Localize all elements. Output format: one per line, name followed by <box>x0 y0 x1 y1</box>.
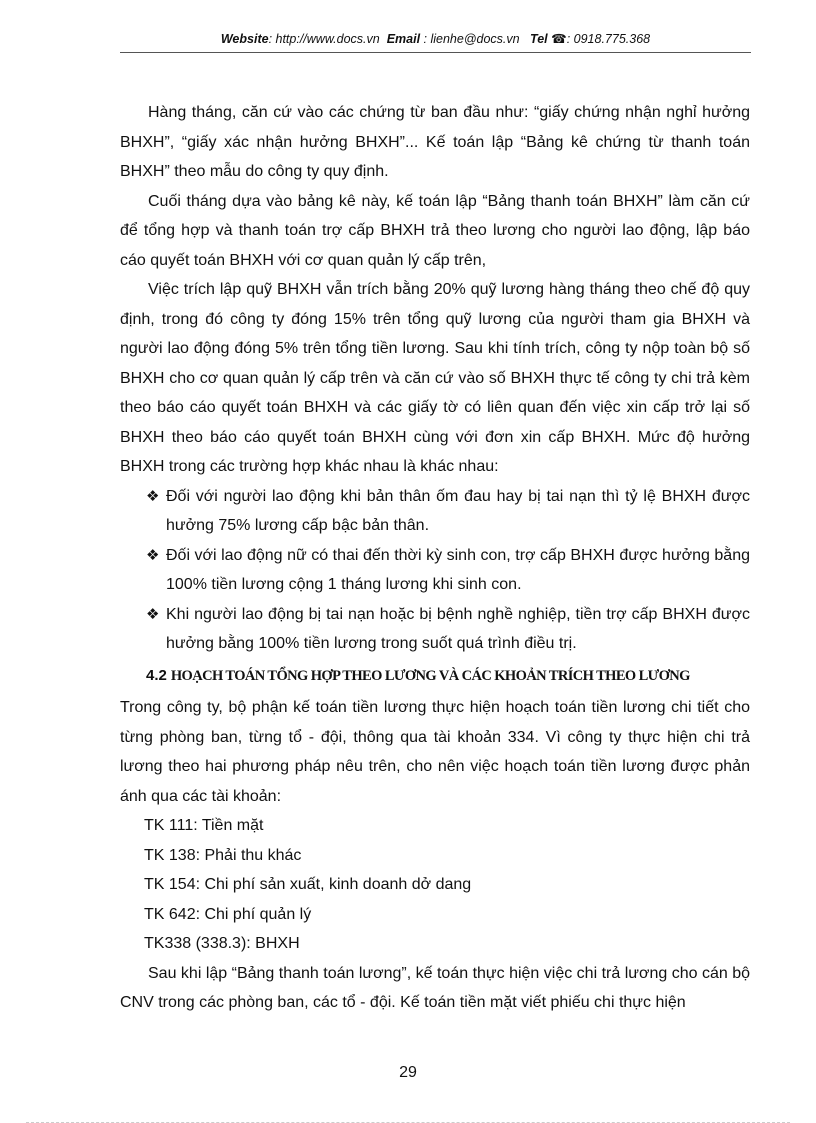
tel-value: : 0918.775.368 <box>566 32 651 46</box>
email-value: : lienhe@docs.vn <box>420 32 520 46</box>
tel-label: Tel <box>530 32 548 46</box>
page-number: 29 <box>399 1064 417 1081</box>
bullet-text: Khi người lao động bị tai nạn hoặc bị bệnh nghề nghiệp, tiền trợ cấp BHXH được hưởng bằng 100% tiền lương trong suốt quá trình điều trị. <box>166 605 750 652</box>
list-item <box>120 482 750 541</box>
paragraph-3: Việc trích lập quỹ BHXH vẫn trích bằng 20% quỹ lương hàng tháng theo chế độ quy định, trong đó công ty đóng 15% trên tổng quỹ lương của người tham gia BHXH và người lao động đóng 5% trên tổng tiền lương. Sau khi tính trích, công ty nộp toàn bộ số BHXH cho cơ quan quản lý cấp trên và căn cứ vào số BHXH thực tế công ty chi trả kèm theo báo cáo quyết toán BHXH và các giấy tờ có liên quan đến việc xin cấp trở lại số BHXH theo báo cáo quyết toán BHXH cùng với đơn xin cấp BHXH. Mức độ hưởng BHXH trong các trường hợp khác nhau là khác nhau: <box>120 281 750 475</box>
document-body <box>120 98 750 1018</box>
final-paragraph: Sau khi lập “Bảng thanh toán lương”, kế toán thực hiện việc chi trả lương cho cán bộ CNV trong các phòng ban, các tổ - đội. Kế toán tiền mặt viết phiếu chi thực hiện <box>120 964 750 1011</box>
account-item: TK 138: Phải thu khác <box>144 846 302 864</box>
account-item: TK 154: Chi phí sản xuất, kinh doanh dở dang <box>144 876 472 893</box>
section-title: HOẠCH TOÁN TỔNG HỢP THEO LƯƠNG VÀ CÁC KHOẢN TRÍCH THEO LƯƠNG <box>170 667 690 684</box>
section-heading <box>120 661 750 692</box>
paragraph-2: Cuối tháng dựa vào bảng kê này, kế toán lập “Bảng thanh toán BHXH” làm căn cứ để tổng hợp và thanh toán trợ cấp BHXH trả theo lương cho người lao động, lập báo cáo quyết toán BHXH với cơ quan quản lý cấp trên, <box>120 192 750 269</box>
list-item <box>120 541 750 600</box>
bullet-text: Đối với lao động nữ có thai đến thời kỳ sinh con, trợ cấp BHXH được hưởng bằng 100% tiền lương cộng 1 tháng lương khi sinh con. <box>166 546 750 593</box>
section-number: 4.2 <box>146 666 167 684</box>
phone-icon: ☎ <box>551 32 567 46</box>
section-paragraph: Trong công ty, bộ phận kế toán tiền lương thực hiện hoạch toán tiền lương chi tiết cho từng phòng ban, từng tổ - đội, thông qua tài khoản 334. Vì công ty thực hiện chi trả lương theo hai phương pháp nêu trên, cho nên việc hoạch toán tiền lương được phản ánh qua các tài khoản: <box>120 699 750 805</box>
page-header <box>120 28 751 53</box>
account-item: TK338 (338.3): BHXH <box>144 935 300 952</box>
account-item: TK 642: Chi phí quản lý <box>144 905 312 923</box>
diamond-bullet-icon: ❖ <box>146 546 160 564</box>
diamond-bullet-icon: ❖ <box>146 605 160 623</box>
website-value: : http://www.docs.vn <box>268 32 380 46</box>
email-label: Email <box>386 32 421 46</box>
bullet-text: Đối với người lao động khi bản thân ốm đau hay bị tai nạn thì tỷ lệ BHXH được hưởng 75% lương cấp bậc bản thân. <box>166 487 750 534</box>
list-item <box>120 600 750 659</box>
bullet-list <box>120 482 750 659</box>
diamond-bullet-icon: ❖ <box>146 487 160 505</box>
paragraph-1: Hàng tháng, căn cứ vào các chứng từ ban đầu như: “giấy chứng nhận nghỉ hưởng BHXH”, “giấy xác nhận hưởng BHXH”... Kế toán lập “Bảng kê chứng từ thanh toán BHXH” theo mẫu do công ty quy định. <box>120 104 750 180</box>
website-label: Website <box>220 32 269 46</box>
account-item: TK 111: Tiền mặt <box>144 817 264 834</box>
